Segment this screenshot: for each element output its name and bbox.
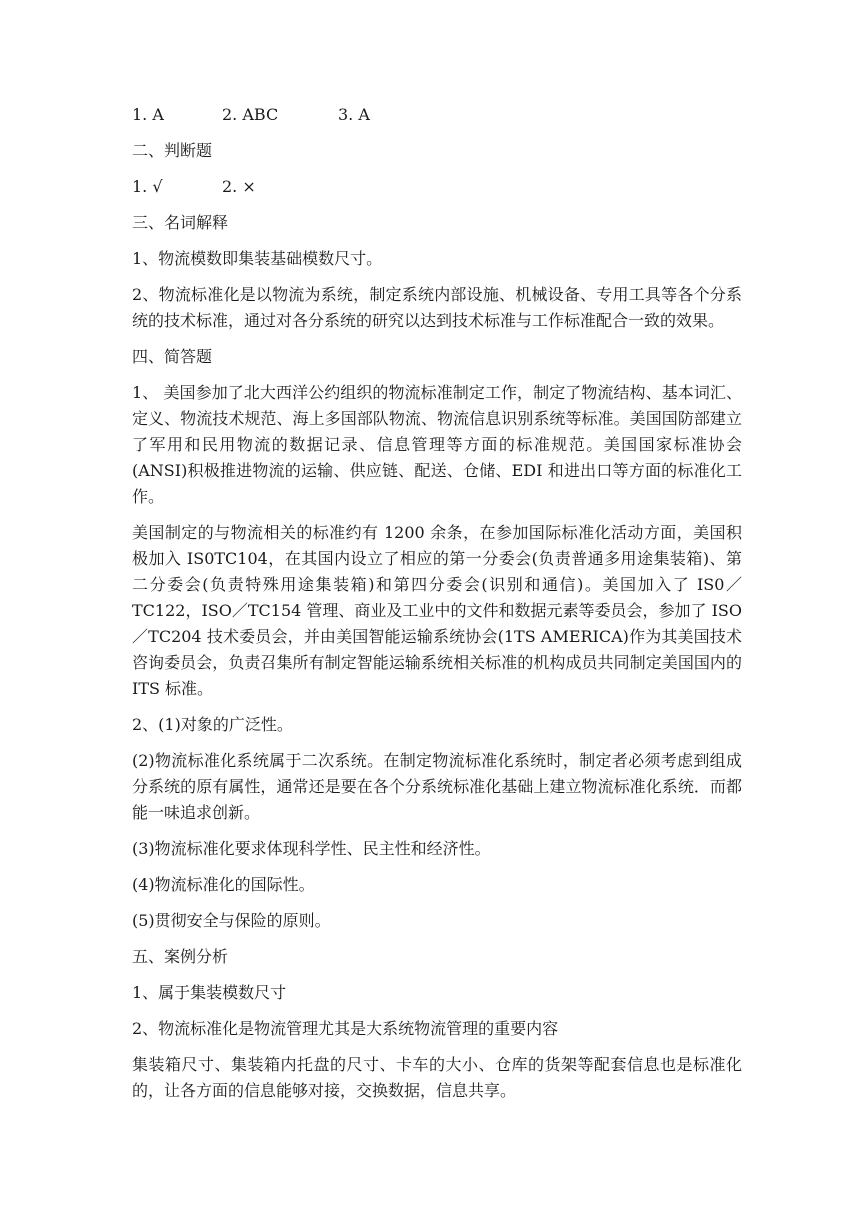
short-answer-1-paragraph-2: 美国制定的与物流相关的标准约有 1200 余条，在参加国际标准化活动方面，美国积极加入 IS0TC104，在其国内设立了相应的第一分委会(负责普通多用途集装箱)、第二分委会(负责特殊用途集装箱)和第四分委会(识别和通信)。美国加入了 IS0／TC122，ISO／TC154 管理、商业及工业中的文件和数据元素等委员会，参加了 ISO／TC204 技术委员会，并由美国智能运输系统协会(1TS AMERICA)作为其美国技术咨询委员会，负责召集所有制定智能运输系统相关标准的机构成员共同制定美国国内的 ITS 标准。 [132,523,742,698]
document-body [132,102,742,1104]
case-answer-1: 1、属于集装模数尺寸 [132,983,287,1002]
section-title-terms: 三、名词解释 [132,213,229,232]
section-title-judgment: 二、判断题 [132,141,213,160]
term-definition-2: 2、物流标准化是以物流为系统，制定系统内部设施、机械设备、专用工具等各个分系统的技术标准，通过对各分系统的研究以达到技术标准与工作标准配合一致的效果。 [132,285,742,330]
answer-2: 2. ABC [222,105,279,124]
case-answer-2: 2、物流标准化是物流管理尤其是大系统物流管理的重要内容 [132,1019,559,1038]
short-answer-2-point-3: (3)物流标准化要求体现科学性、民主性和经济性。 [132,839,491,858]
answer-3: 3. A [338,105,370,124]
judgment-answers-row [132,174,742,200]
choice-answers-row [132,102,742,128]
short-answer-2-point-1: 2、(1)对象的广泛性。 [132,715,293,734]
section-title-short-answer: 四、简答题 [132,347,213,366]
short-answer-2-point-2: (2)物流标准化系统属于二次系统。在制定物流标准化系统时，制定者必须考虑到组成分系统的原有属性，通常还是要在各个分系统标准化基础上建立物流标准化系统．而都能一味追求创新。 [132,751,742,822]
short-answer-2-point-5: (5)贯彻安全与保险的原则。 [132,911,331,930]
short-answer-2-point-4: (4)物流标准化的国际性。 [132,875,315,894]
judgment-2: 2. × [222,177,256,196]
short-answer-1-paragraph-1: 1、 美国参加了北大西洋公约组织的物流标准制定工作，制定了物流结构、基本词汇、定义、物流技术规范、海上多国部队物流、物流信息识别系统等标准。美国国防部建立了军用和民用物流的数据记录、信息管理等方面的标准规范。美国国家标准协会(ANSI)积极推进物流的运输、供应链、配送、仓储、EDI 和进出口等方面的标准化工作。 [132,383,742,506]
answer-1: 1. A [132,105,164,124]
judgment-1: 1. √ [132,177,163,196]
case-answer-3: 集装箱尺寸、集装箱内托盘的尺寸、卡车的大小、仓库的货架等配套信息也是标准化的，让各方面的信息能够对接，交换数据，信息共享。 [132,1055,742,1100]
section-title-case-analysis: 五、案例分析 [132,947,229,966]
term-definition-1: 1、物流模数即集装基础模数尺寸。 [132,249,383,268]
